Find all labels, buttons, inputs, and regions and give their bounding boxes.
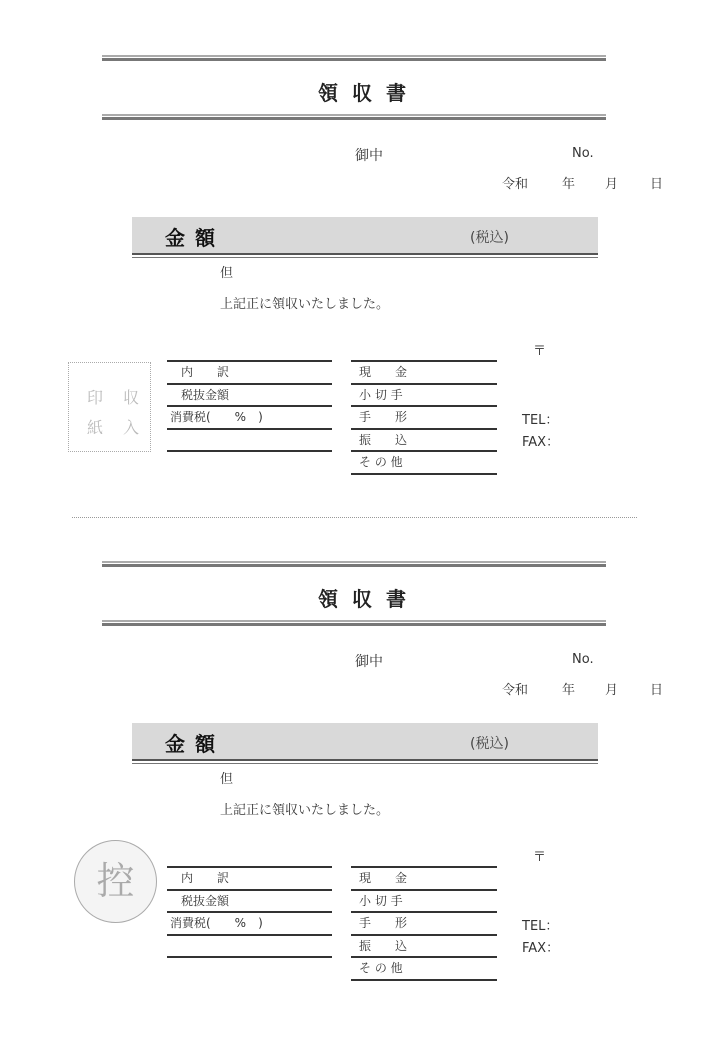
date-day: 日 bbox=[650, 177, 664, 192]
breakdown-row bbox=[167, 934, 332, 957]
amount-label: 金額 bbox=[165, 226, 225, 250]
proviso-label: 但 bbox=[220, 266, 234, 281]
payment-method-row bbox=[351, 911, 497, 934]
payment-method-label: 現 金 bbox=[359, 365, 408, 379]
breakdown-cell: 内 訳 bbox=[181, 871, 230, 885]
breakdown-row bbox=[167, 866, 332, 889]
breakdown-row bbox=[167, 911, 332, 934]
stamp-box-char: 印 bbox=[87, 388, 104, 407]
table-bottom-rule bbox=[167, 956, 332, 958]
addressee-suffix: 御中 bbox=[355, 654, 383, 670]
payment-method-row bbox=[351, 934, 497, 957]
breakdown-row bbox=[167, 405, 332, 428]
tel-label: TEL： bbox=[522, 919, 559, 934]
postal-mark: 〒 bbox=[533, 850, 547, 865]
acknowledgement-text: 上記正に領収いたしました。 bbox=[220, 803, 390, 818]
date-era: 令和 bbox=[502, 177, 529, 192]
receipt-original bbox=[0, 55, 724, 555]
payment-method-table bbox=[351, 360, 497, 475]
date-year: 年 bbox=[562, 683, 576, 698]
receipt-title: 領収書 bbox=[318, 81, 420, 105]
payment-method-label: 小 切 手 bbox=[359, 387, 403, 402]
title-top-rule bbox=[102, 561, 606, 567]
stamp-box-char: 収 bbox=[123, 388, 140, 407]
payment-method-label: そ の 他 bbox=[359, 961, 403, 975]
payment-method-row bbox=[351, 866, 497, 889]
payment-method-table bbox=[351, 866, 497, 981]
payment-method-label: 手 形 bbox=[359, 410, 408, 424]
tax-included-label: (税込) bbox=[470, 230, 509, 246]
date-year: 年 bbox=[562, 177, 576, 192]
receipt-title: 領収書 bbox=[318, 587, 420, 611]
postal-mark: 〒 bbox=[533, 344, 547, 359]
date-day: 日 bbox=[650, 683, 664, 698]
receipt-copy bbox=[0, 561, 724, 1061]
breakdown-cell: 内 訳 bbox=[181, 365, 230, 379]
tel-label: TEL： bbox=[522, 413, 559, 428]
breakdown-row bbox=[167, 360, 332, 383]
breakdown-cell: 消費税( % ) bbox=[170, 410, 263, 424]
breakdown-cell: 消費税( % ) bbox=[170, 916, 263, 930]
table-bottom-rule bbox=[167, 450, 332, 452]
breakdown-cell: 税抜金額 bbox=[181, 387, 230, 402]
amount-label: 金額 bbox=[165, 732, 225, 756]
breakdown-cell bbox=[167, 433, 181, 447]
date-month: 月 bbox=[605, 177, 619, 192]
acknowledgement-text: 上記正に領収いたしました。 bbox=[220, 297, 390, 312]
fax-label: FAX： bbox=[522, 941, 560, 956]
breakdown-row bbox=[167, 428, 332, 451]
payment-method-row bbox=[351, 428, 497, 451]
proviso-label: 但 bbox=[220, 772, 234, 787]
payment-method-label: 小 切 手 bbox=[359, 893, 403, 908]
payment-method-row bbox=[351, 450, 497, 473]
payment-method-row bbox=[351, 360, 497, 383]
revenue-stamp-box bbox=[68, 362, 151, 452]
table-bottom-rule bbox=[351, 473, 497, 475]
addressee-suffix: 御中 bbox=[355, 148, 383, 164]
stamp-box-char: 入 bbox=[123, 418, 140, 437]
receipt-number-label: No. bbox=[572, 146, 594, 161]
payment-method-label: そ の 他 bbox=[359, 455, 403, 469]
payment-method-row bbox=[351, 383, 497, 406]
payment-method-row bbox=[351, 889, 497, 912]
breakdown-table bbox=[167, 866, 332, 958]
title-top-rule bbox=[102, 55, 606, 61]
payment-method-row bbox=[351, 405, 497, 428]
breakdown-cell bbox=[167, 939, 181, 953]
payment-method-label: 振 込 bbox=[359, 938, 408, 953]
payment-method-label: 振 込 bbox=[359, 432, 408, 447]
fax-label: FAX： bbox=[522, 435, 560, 450]
date-era: 令和 bbox=[502, 683, 529, 698]
breakdown-cell: 税抜金額 bbox=[181, 893, 230, 908]
tax-included-label: (税込) bbox=[470, 736, 509, 752]
receipt-number-label: No. bbox=[572, 652, 594, 667]
breakdown-row bbox=[167, 889, 332, 912]
payment-method-row bbox=[351, 956, 497, 979]
cut-line-divider bbox=[72, 517, 637, 518]
date-month: 月 bbox=[605, 683, 619, 698]
stamp-box-char: 紙 bbox=[87, 418, 104, 437]
table-bottom-rule bbox=[351, 979, 497, 981]
payment-method-label: 手 形 bbox=[359, 916, 408, 930]
title-bottom-rule bbox=[102, 620, 606, 626]
title-bottom-rule bbox=[102, 114, 606, 120]
copy-mark-stamp: 控 bbox=[74, 840, 157, 923]
amount-underline bbox=[132, 759, 598, 764]
breakdown-row bbox=[167, 383, 332, 406]
payment-method-label: 現 金 bbox=[359, 871, 408, 885]
breakdown-table bbox=[167, 360, 332, 452]
amount-underline bbox=[132, 253, 598, 258]
